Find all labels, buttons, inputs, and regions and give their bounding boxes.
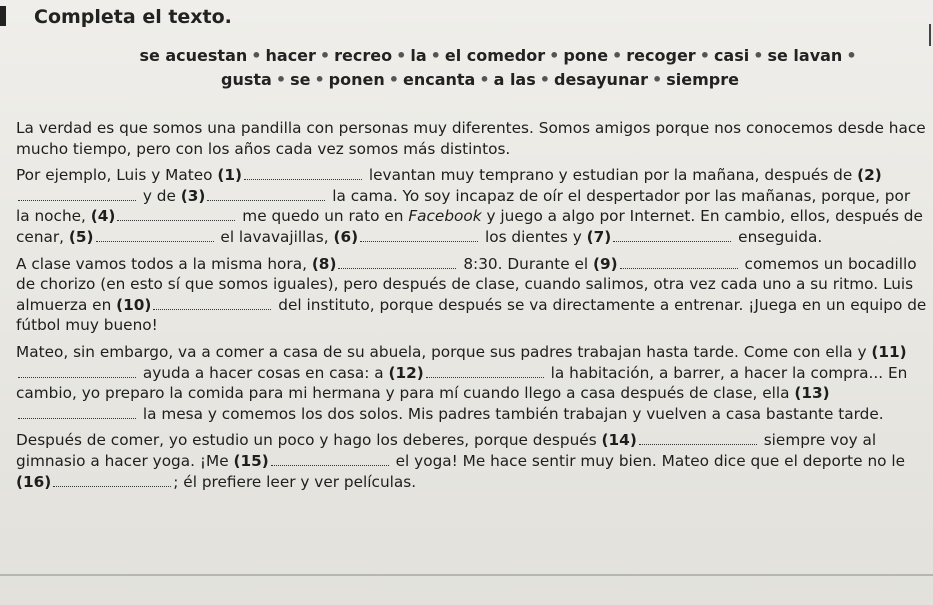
paragraph-3	[16, 254, 928, 336]
word-bank-row-1	[100, 46, 900, 65]
text-span: comemos un bocadillo de chorizo (en esto sí que somos iguales), pero después de clase, cuando salimos, otra vez cada uno a su ritmo. Luis almuerza en	[16, 254, 917, 314]
blank-number-15: (15)	[233, 451, 269, 470]
word-bank-word: se	[290, 70, 311, 89]
text-span: Después de comer, yo estudio un poco y hago los deberes, porque después	[16, 431, 602, 450]
word-bank-separator: •	[314, 70, 325, 89]
text-span: 8:30. Durante el	[458, 254, 594, 273]
exercise-text	[16, 118, 928, 498]
word-bank-separator: •	[699, 46, 710, 65]
word-bank-separator: •	[388, 70, 399, 89]
text-span: Mateo, sin embargo, va a comer a casa de su abuela, porque sus padres trabajan hasta tarde. Come con ella y	[16, 342, 872, 361]
answer-blank-1[interactable]	[244, 167, 362, 180]
answer-blank-5[interactable]	[96, 229, 214, 242]
blank-number-7: (7)	[586, 227, 612, 246]
blank-number-12: (12)	[388, 363, 424, 382]
text-span: A clase vamos todos a la misma hora,	[16, 254, 312, 273]
blank-number-8: (8)	[311, 254, 337, 273]
page-bottom-rule	[0, 574, 933, 576]
answer-blank-11[interactable]	[18, 365, 136, 378]
word-bank-separator: •	[549, 46, 560, 65]
answer-blank-13[interactable]	[18, 406, 136, 419]
word-bank-word: hacer	[265, 46, 316, 65]
word-bank-row-2	[80, 70, 880, 89]
answer-blank-16[interactable]	[53, 474, 171, 487]
paragraph-5	[16, 430, 928, 492]
word-bank-word: la	[410, 46, 427, 65]
word-bank-word: el comedor	[444, 46, 546, 65]
word-bank-separator: •	[430, 46, 441, 65]
blank-number-13: (13)	[794, 384, 830, 403]
exercise-title: Completa el texto.	[34, 6, 232, 28]
text-span: la cama. Yo soy incapaz de oír el despertador por las mañanas, porque, por la noche,	[16, 186, 911, 226]
facebook-text: Facebook	[408, 207, 482, 226]
text-span: levantan muy temprano y estudian por la mañana, después de	[364, 166, 858, 185]
text-span: Por ejemplo, Luis y Mateo	[16, 166, 218, 185]
text-span: y de	[138, 186, 181, 205]
exercise-number-mark	[0, 6, 6, 26]
text-span: el yoga! Me hace sentir muy bien. Mateo dice que el deporte no le	[390, 451, 906, 470]
blank-number-4: (4)	[90, 207, 116, 226]
text-span: y juego a algo por Internet. En cambio, ellos, después de cenar,	[16, 207, 923, 246]
answer-blank-3[interactable]	[207, 188, 325, 201]
text-span: enseguida.	[733, 227, 823, 246]
answer-blank-10[interactable]	[153, 297, 271, 310]
word-bank-word: recoger	[626, 46, 696, 65]
paragraph-4	[16, 342, 928, 424]
answer-blank-15[interactable]	[271, 453, 389, 466]
text-span: ; él prefiere leer y ver películas.	[173, 472, 417, 491]
word-bank-word: recreo	[334, 46, 393, 65]
word-bank-word: a las	[493, 70, 536, 89]
answer-blank-12[interactable]	[426, 365, 544, 378]
answer-blank-14[interactable]	[639, 432, 757, 445]
word-bank-word: desayunar	[553, 70, 649, 89]
text-span: me quedo un rato en	[237, 207, 409, 226]
answer-blank-8[interactable]	[338, 256, 456, 269]
word-bank-separator: •	[479, 70, 490, 89]
blank-number-9: (9)	[593, 254, 618, 273]
blank-number-3: (3)	[180, 186, 206, 205]
page-edge-mark	[929, 24, 931, 46]
word-bank-separator: •	[539, 70, 550, 89]
text-span: los dientes y	[480, 227, 587, 246]
word-bank-word: gusta	[221, 70, 272, 89]
word-bank-separator: •	[251, 46, 262, 65]
word-bank-word: se lavan	[767, 46, 843, 65]
word-bank-word: siempre	[666, 70, 739, 89]
word-bank-separator: •	[396, 46, 407, 65]
blank-number-1: (1)	[217, 166, 242, 185]
blank-number-2: (2)	[857, 166, 882, 185]
word-bank-separator: •	[753, 46, 764, 65]
text-span: del instituto, porque después se va directamente a entrenar. ¡Juega en un equipo de fútbol muy bueno!	[16, 295, 927, 335]
blank-number-6: (6)	[333, 227, 359, 246]
text-span: ayuda a hacer cosas en casa: a	[138, 363, 389, 382]
answer-blank-9[interactable]	[620, 256, 738, 269]
text-span: el lavavajillas,	[215, 227, 334, 246]
text-span: la habitación, a barrer, a hacer la compra... En cambio, yo preparo la comida para mi hermana y para mí cuando llego a casa después de clase, ella	[16, 363, 908, 403]
word-bank-word: se acuestan	[139, 46, 248, 65]
blank-number-5: (5)	[68, 227, 94, 246]
answer-blank-4[interactable]	[117, 208, 235, 221]
word-bank-separator: •	[652, 70, 663, 89]
answer-blank-2[interactable]	[18, 188, 136, 201]
word-bank-word: encanta	[402, 70, 476, 89]
answer-blank-6[interactable]	[360, 229, 478, 242]
blank-number-10: (10)	[116, 295, 152, 314]
paragraph-1: La verdad es que somos una pandilla con personas muy diferentes. Somos amigos porque nos conocemos desde hace mucho tiempo, pero con los años cada vez somos más distintos.	[16, 119, 926, 158]
word-bank-separator: •	[319, 46, 331, 65]
word-bank-word: pone	[563, 46, 609, 65]
text-span: siempre voy al gimnasio a hacer yoga. ¡Me	[16, 431, 877, 470]
paragraph-2	[16, 165, 928, 247]
word-bank-word: ponen	[328, 70, 385, 89]
blank-number-14: (14)	[601, 431, 637, 450]
word-bank-separator: •	[275, 70, 287, 89]
blank-number-16: (16)	[16, 472, 52, 491]
blank-number-11: (11)	[871, 342, 907, 361]
word-bank-word: casi	[713, 46, 750, 65]
text-span: la mesa y comemos los dos solos. Mis padres también trabajan y vuelven a casa bastante tarde.	[138, 404, 884, 423]
answer-blank-7[interactable]	[613, 229, 731, 242]
word-bank-separator: •	[846, 46, 857, 65]
word-bank-separator: •	[612, 46, 623, 65]
